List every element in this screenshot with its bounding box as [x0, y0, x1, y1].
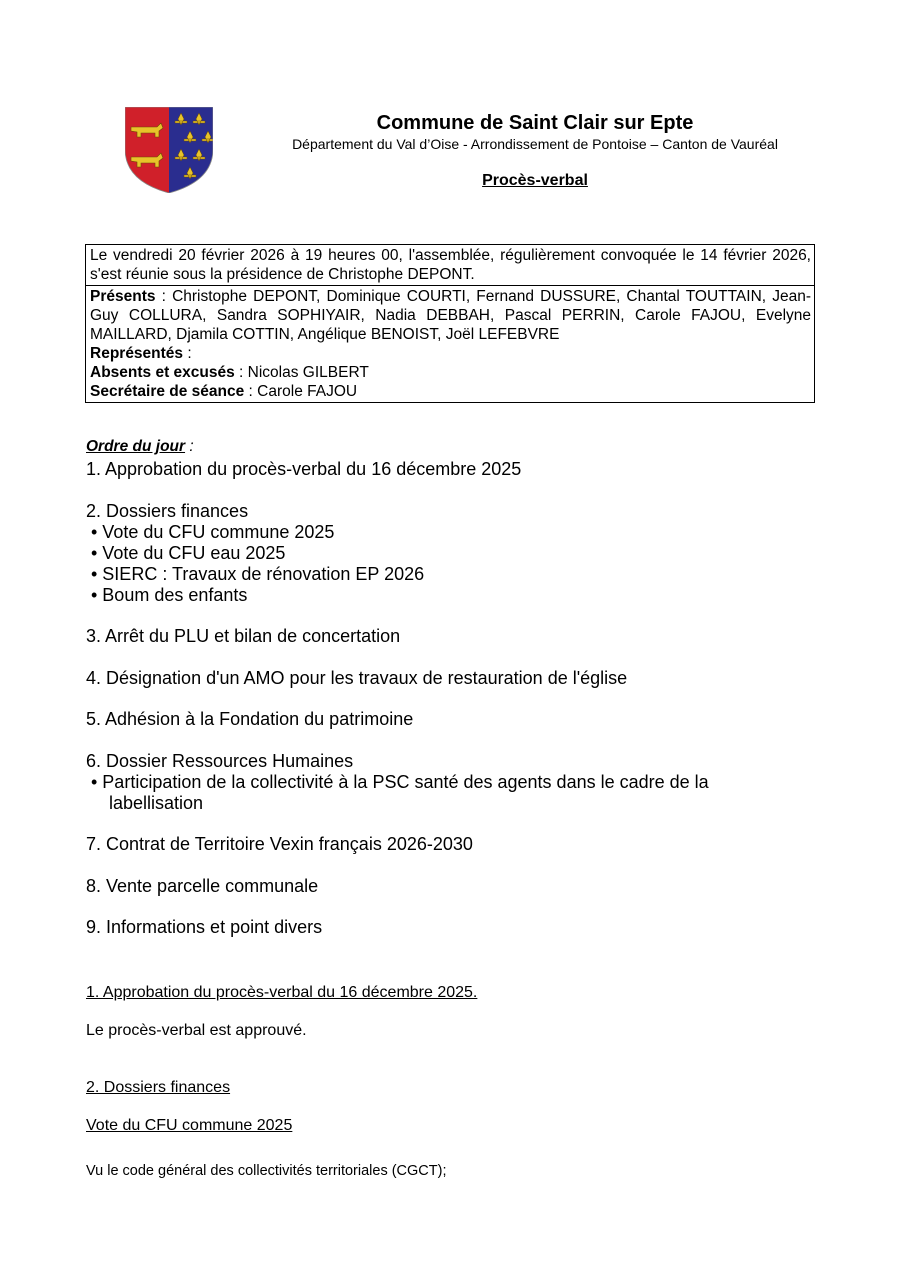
agenda-item	[86, 834, 786, 855]
presents-label: Présents	[90, 288, 156, 305]
agenda-subitem: • Boum des enfants	[91, 584, 248, 605]
absent-label: Absents et excusés	[90, 364, 235, 381]
agenda-item-title: 9. Informations et point divers	[86, 917, 323, 937]
agenda-item-title: 6. Dossier Ressources Humaines	[86, 750, 354, 771]
agenda-subitem: • SIERC : Travaux de rénovation EP 2026	[91, 563, 425, 584]
section-2-heading: 2. Dossiers finances	[86, 1079, 231, 1096]
agenda-item-title: 8. Vente parcelle communale	[86, 875, 319, 896]
presents-line	[90, 287, 811, 344]
absent-line	[90, 363, 811, 382]
secretary-line	[90, 382, 811, 401]
secretary-label: Secrétaire de séance	[90, 383, 245, 400]
attendance-block	[86, 285, 814, 402]
section-1-heading: 1. Approbation du procès-verbal du 16 décembre 2025.	[86, 984, 478, 1001]
document-type: Procès-verbal	[482, 172, 588, 189]
agenda-item	[86, 751, 786, 814]
meeting-info-box	[85, 244, 815, 403]
section-2-subheading: Vote du CFU commune 2025	[86, 1117, 293, 1134]
agenda-item	[86, 917, 786, 938]
commune-subtitle: Département du Val d’Oise - Arrondissement de Pontoise – Canton de Vauréal	[292, 136, 778, 152]
agenda-list	[86, 459, 786, 959]
represented-list: :	[183, 345, 192, 362]
agenda-item-title: 3. Arrêt du PLU et bilan de concertation	[86, 626, 401, 646]
agenda-item	[86, 876, 786, 897]
agenda-item-title: 2. Dossiers finances	[86, 500, 249, 521]
agenda-subitem: • Participation de la collectivité à la PSC santé des agents dans le cadre de la	[91, 771, 709, 792]
represented-label: Représentés	[90, 345, 184, 362]
agenda-subitem-continuation: labellisation	[109, 792, 204, 813]
commune-title: Commune de Saint Clair sur Epte	[376, 112, 694, 134]
agenda-item	[86, 626, 786, 647]
agenda-colon: :	[185, 438, 194, 455]
agenda-heading	[86, 438, 194, 456]
represented-line	[90, 344, 811, 363]
agenda-item-title: 4. Désignation d'un AMO pour les travaux de restauration de l'église	[86, 667, 628, 688]
agenda-item	[86, 501, 786, 606]
coat-of-arms-logo	[125, 107, 213, 193]
agenda-item-title: 5. Adhésion à la Fondation du patrimoine	[86, 709, 414, 729]
agenda-label: Ordre du jour	[86, 438, 186, 455]
presents-list: : Christophe DEPONT, Dominique COURTI, Fernand DUSSURE, Chantal TOUTTAIN, Jean-Guy COLLURA, Sandra SOPHIYAIR, Nadia DEBBAH, Pascal PERRIN, Carole FAJOU, Evelyne MAILLARD, Djamila COTTIN, Angélique BENOIST, Joël LEFEBVRE	[90, 288, 811, 343]
absent-list: : Nicolas GILBERT	[234, 364, 369, 381]
agenda-item-title: 7. Contrat de Territoire Vexin français 2026-2030	[86, 834, 473, 854]
agenda-item	[86, 709, 786, 730]
section-1-text: Le procès-verbal est approuvé.	[86, 1022, 307, 1039]
agenda-item-title: 1. Approbation du procès-verbal du 16 décembre 2025	[86, 459, 522, 479]
agenda-item	[86, 668, 786, 689]
section-2-text: Vu le code général des collectivités territoriales (CGCT);	[86, 1163, 447, 1179]
agenda-item	[86, 459, 786, 480]
agenda-subitem: • Vote du CFU commune 2025	[91, 521, 335, 542]
meeting-intro: Le vendredi 20 février 2026 à 19 heures 00, l'assemblée, régulièrement convoquée le 14 février 2026, s'est réunie sous la présidence de Christophe DEPONT.	[90, 247, 811, 283]
agenda-subitem: • Vote du CFU eau 2025	[91, 542, 286, 563]
secretary-name: : Carole FAJOU	[244, 383, 358, 400]
